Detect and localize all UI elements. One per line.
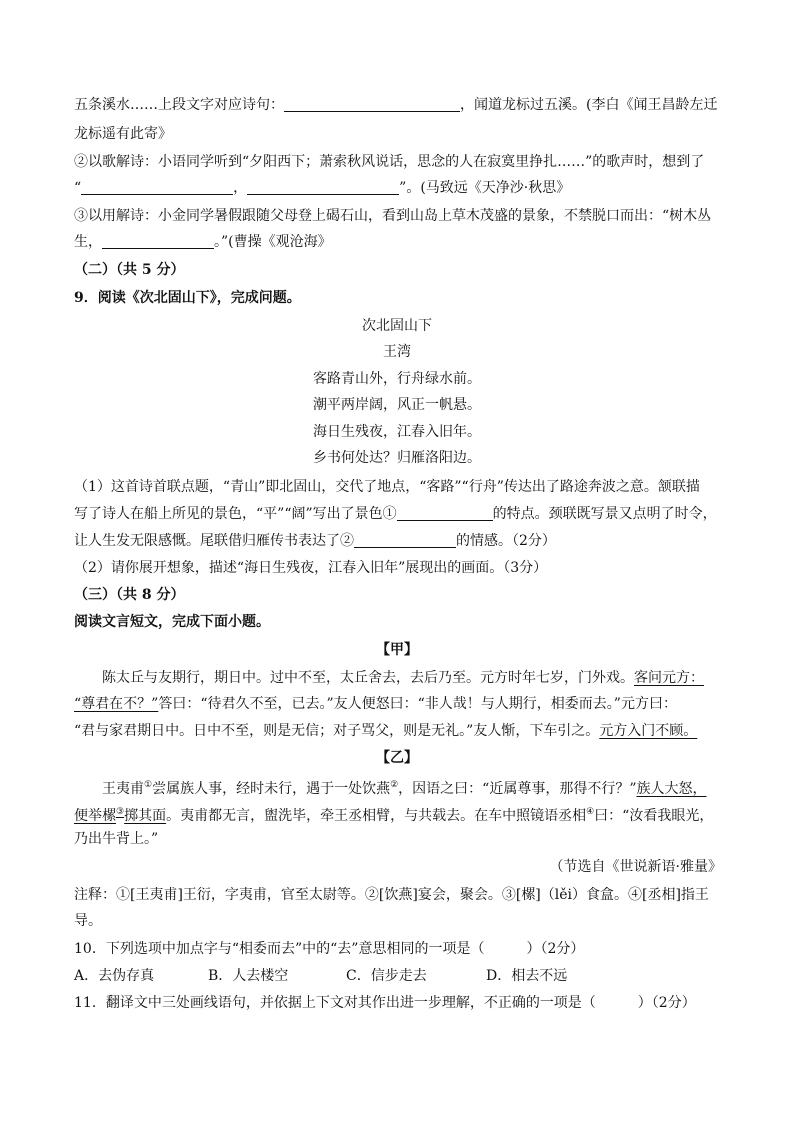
question-9: 9．阅读《次北固山下》，完成问题。 [74,290,301,306]
q8-line-3: ②以歌解诗：小语同学听到“夕阳西下；萧索秋风说话，思念的人在寂寞里挣扎……”的歌声时，想到了 [74,154,705,170]
underlined-sentence: 族人大怒， [636,781,707,797]
passage-text: 陈太丘与友期行，期日中。过中不至，太丘舍去，去后乃至。元方时年七岁，门外戏。 [102,670,634,686]
passage-yi-line2 [74,802,728,826]
passage-text: 尝属族人事，经时未行，遇于一处饮燕 [152,781,391,797]
poem-author: 王湾 [383,344,411,360]
footnote-marker: ④ [586,807,595,817]
q8-text: 生， [74,234,102,250]
poem-line: 乡书何处达？归雁洛阳边。 [313,450,481,466]
q9-part1-line2 [74,504,728,524]
poem-line: 潮平两岸阔，风正一帆悬。 [313,397,481,413]
poem-line: 客路青山外，行舟绿水前。 [313,371,481,387]
answer-blank[interactable] [81,180,233,195]
q9-text: 的特点。颈联既写景又点明了时令， [492,506,717,522]
q8-line-6 [74,232,728,252]
passage-text: 曰：“汝看我眼光， [594,808,714,824]
q8-text: ， [233,180,248,196]
q9-text: 让人生发无限感慨。尾联借归雁传书表达了② [74,533,354,549]
question-10: 10．下列选项中加点字与“相委而去”中的“去”意思相同的一项是（ ）（2分） [74,941,585,957]
q8-text: ，闻道龙标过五溪。(李白《闻王昌龄左迁 [460,97,718,113]
passage-yi-line3: 乃出牛背上。” [74,831,159,847]
q8-line-5: ③以用解诗：小金同学暑假跟随父母登上碣石山，看到山岛上草木茂盛的景象，不禁脱口而出：“树木丛 [74,208,712,224]
q9-part2: （2）请你展开想象，描述“海日生残夜，江春入旧年”展现出的画面。（3分） [74,560,548,576]
section-3-header: （三）（共 8 分） [74,587,185,603]
q8-text: “ [74,180,82,196]
q8-text: 五条溪水……上段文字对应诗句： [74,97,284,113]
underlined-sentence: 元方入门不顾。 [599,723,698,739]
passage-source: （节选自《世说新语·雅量》 [549,859,722,875]
passage-yi-title: 【乙】 [376,750,418,766]
passage-text: ，因语之曰：“近属尊事，那得不行？” [398,781,637,797]
passage-jia-title: 【甲】 [376,642,418,658]
section-3-instruction: 阅读文言短文，完成下面小题。 [74,614,270,630]
option-c[interactable]: C．信步走去 [346,968,427,984]
passage-jia-line1 [102,668,732,688]
q8-line-4 [74,178,728,198]
footnote-marker: ① [144,780,153,790]
q9-text: 的情感。（2分） [456,533,556,549]
option-b[interactable]: B．人去楼空 [208,968,289,984]
passage-text: 答曰：“待君久不至，已去。”友人便怒曰：“非人哉！与人期行，相委而去。”元方曰： [158,696,677,712]
q9-part1-line1: （1）这首诗首联点题，“青山”即北固山，交代了地点，“客路”“行舟”传达出了路途奔波之意。颔联描 [74,479,700,495]
footnote-marker: ③ [116,807,125,817]
underlined-sentence: “尊君在不？” [74,696,159,712]
q8-line-2: 龙标遥有此寄》 [74,126,172,142]
q9-text: 写了诗人在船上所见的景色，“平”“阔”写出了景色① [74,506,397,522]
answer-blank[interactable] [102,234,214,249]
answer-blank[interactable] [354,533,456,548]
footnote-marker: ② [390,780,399,790]
passage-text: 王夷甫 [102,781,144,797]
passage-yi-line1 [102,775,732,799]
notes-line2: 导。 [74,913,102,929]
passage-jia-line3 [74,721,728,741]
passage-jia-line2 [74,694,728,714]
underlined-sentence: 客问元方： [634,670,704,686]
answer-blank[interactable] [247,180,399,195]
q9-part1-line3 [74,531,728,551]
section-2-header: （二）（共 5 分） [74,262,185,278]
option-d[interactable]: D．相去不远 [486,968,568,984]
answer-blank[interactable] [397,506,493,521]
passage-text: “君与家君期日中。日中不至，则是无信；对子骂父，则是无礼。”友人惭，下车引之。 [74,723,600,739]
passage-text: 。夷甫都无言，盥洗毕，牵王丞相臂，与共载去。在车中照镜语丞相 [166,808,587,824]
poem-line: 海日生残夜，江春入旧年。 [313,424,481,440]
underlined-sentence: 便举樏 [74,808,116,824]
q8-text: 。”(曹操《观沧海》 [214,234,332,250]
q8-line-1 [74,95,728,115]
poem-title: 次北固山下 [362,318,432,334]
underlined-sentence: 掷其面 [124,808,167,824]
q8-text: ”。(马致远《天净沙·秋思》 [399,180,571,196]
option-a[interactable]: A．去伪存真 [74,968,155,984]
notes-line1: 注释：①[王夷甫]王衍，字夷甫，官至太尉等。②[饮燕]宴会，聚会。③[樏]（lěi）食盒。④[丞相]指王 [74,887,709,903]
answer-blank[interactable] [284,97,460,112]
question-11: 11．翻译文中三处画线语句，并依据上下文对其作出进一步理解，不正确的一项是（ ）（2分） [74,995,696,1011]
